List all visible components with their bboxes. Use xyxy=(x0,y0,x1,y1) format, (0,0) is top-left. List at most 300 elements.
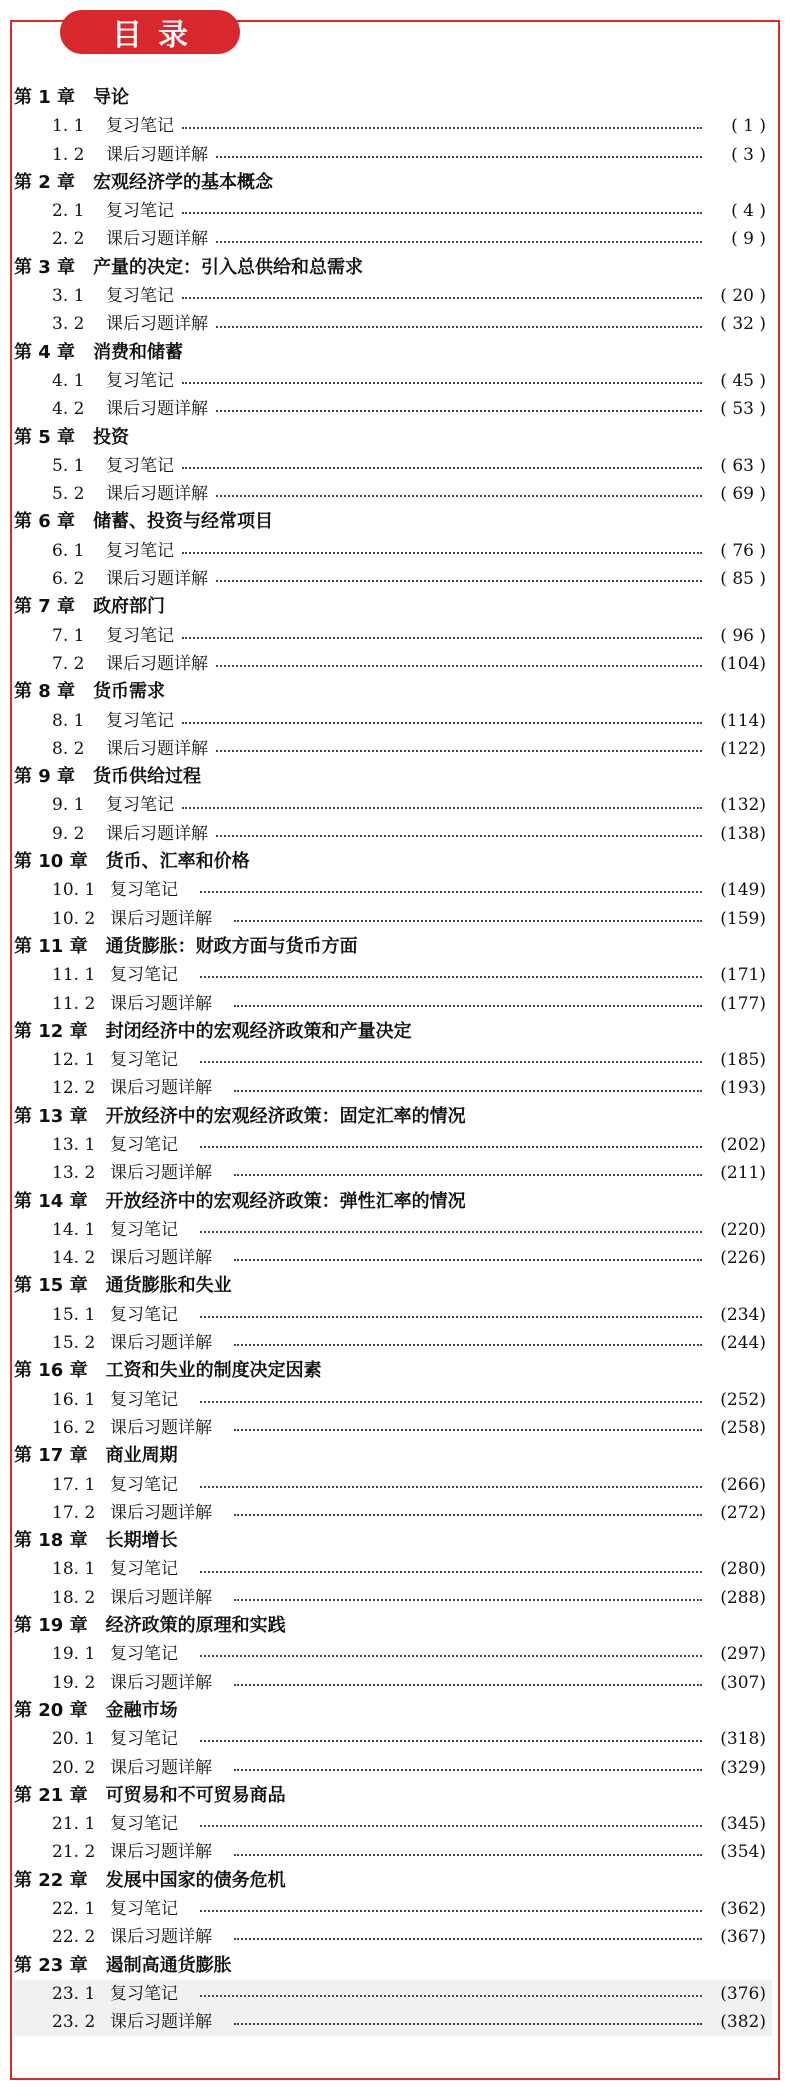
section-number: 2. 2 xyxy=(52,229,85,250)
chapter-number: 第 17 章 xyxy=(14,1445,88,1467)
chapter-title: 产量的决定：引入总供给和总需求 xyxy=(93,256,364,278)
dot-leader xyxy=(234,1174,702,1176)
page-number: (258) xyxy=(720,1417,766,1438)
toc-entry[interactable] xyxy=(14,1810,772,1838)
chapter-number: 第 2 章 xyxy=(14,171,76,193)
page-number: ( 69 ) xyxy=(720,484,766,505)
chapter-block xyxy=(14,1018,772,1103)
dot-leader xyxy=(234,1938,702,1940)
chapter-block xyxy=(14,848,772,933)
section-number: 20. 1 xyxy=(52,1729,96,1750)
page-number: (266) xyxy=(720,1474,766,1495)
section-number: 20. 2 xyxy=(52,1757,96,1778)
chapter-number: 第 6 章 xyxy=(14,511,76,533)
chapter-title: 宏观经济学的基本概念 xyxy=(93,171,274,193)
toc-entry[interactable] xyxy=(14,310,772,338)
toc-entry[interactable] xyxy=(14,565,772,593)
chapter-heading[interactable] xyxy=(14,593,772,621)
page-number: (149) xyxy=(720,880,766,901)
toc-entry[interactable] xyxy=(14,791,772,819)
chapter-heading[interactable] xyxy=(14,1357,772,1385)
section-number: 23. 1 xyxy=(52,1983,96,2004)
section-number: 4. 2 xyxy=(52,399,85,420)
dot-leader xyxy=(234,1005,702,1007)
chapter-heading[interactable] xyxy=(14,1272,772,1300)
toc-entry[interactable] xyxy=(14,990,772,1018)
dot-leader xyxy=(216,326,702,328)
toc-entry[interactable] xyxy=(14,1159,772,1187)
dot-leader xyxy=(234,2023,702,2025)
chapter-number: 第 22 章 xyxy=(14,1869,88,1891)
dot-leader xyxy=(200,976,702,978)
dot-leader xyxy=(216,835,702,837)
page-number: (177) xyxy=(720,993,766,1014)
section-title: 复习笔记 xyxy=(110,1814,178,1835)
section-number: 17. 2 xyxy=(52,1502,96,1523)
toc-entry[interactable] xyxy=(14,537,772,565)
chapter-number: 第 5 章 xyxy=(14,426,76,448)
dot-leader xyxy=(182,297,702,299)
section-number: 16. 2 xyxy=(52,1417,96,1438)
toc-entry[interactable] xyxy=(14,2008,772,2036)
chapter-heading[interactable] xyxy=(14,339,772,367)
toc-entry[interactable] xyxy=(14,1923,772,1951)
page-number: (211) xyxy=(720,1163,766,1184)
toc-entry[interactable] xyxy=(14,961,772,989)
chapter-number: 第 8 章 xyxy=(14,681,76,703)
section-number: 21. 1 xyxy=(52,1814,96,1835)
toc-entry[interactable] xyxy=(14,197,772,225)
chapter-heading[interactable] xyxy=(14,1697,772,1725)
page-number: ( 1 ) xyxy=(731,116,766,137)
page-number: ( 45 ) xyxy=(720,370,766,391)
chapter-number: 第 7 章 xyxy=(14,596,76,618)
dot-leader xyxy=(200,1995,702,1997)
chapter-title: 政府部门 xyxy=(93,596,166,618)
chapter-heading[interactable] xyxy=(14,933,772,961)
chapter-title: 通货膨胀：财政方面与货币方面 xyxy=(105,935,358,957)
chapter-number: 第 9 章 xyxy=(14,766,76,788)
section-title: 课后习题详解 xyxy=(110,1672,212,1693)
toc-entry[interactable] xyxy=(14,650,772,678)
dot-leader xyxy=(216,156,702,158)
page-number: (104) xyxy=(720,653,766,674)
toc-entry[interactable] xyxy=(14,622,772,650)
section-number: 9. 2 xyxy=(52,823,85,844)
section-title: 课后习题详解 xyxy=(106,399,208,420)
section-number: 22. 1 xyxy=(52,1899,96,1919)
dot-leader xyxy=(234,920,702,922)
chapter-block xyxy=(14,84,772,169)
toc-entry[interactable] xyxy=(14,367,772,395)
page-number: (220) xyxy=(720,1219,766,1240)
section-title: 课后习题详解 xyxy=(106,569,208,590)
section-title: 复习笔记 xyxy=(110,1983,178,2004)
section-number: 17. 1 xyxy=(52,1474,96,1495)
page-number: (318) xyxy=(720,1729,766,1750)
section-number: 14. 2 xyxy=(52,1248,96,1269)
section-title: 课后习题详解 xyxy=(110,2012,212,2033)
page-number: ( 20 ) xyxy=(720,286,766,307)
chapter-heading[interactable] xyxy=(14,254,772,282)
table-of-contents xyxy=(14,84,772,2036)
section-title: 复习笔记 xyxy=(110,1644,178,1665)
page-number: ( 85 ) xyxy=(720,569,766,590)
page-number: ( 63 ) xyxy=(720,455,766,476)
toc-entry[interactable] xyxy=(14,452,772,480)
toc-entry[interactable] xyxy=(14,820,772,848)
section-number: 18. 1 xyxy=(52,1559,96,1580)
section-number: 1. 1 xyxy=(52,116,85,137)
toc-entry[interactable] xyxy=(14,1046,772,1074)
section-number: 11. 1 xyxy=(52,965,96,986)
chapter-number: 第 11 章 xyxy=(14,935,88,957)
chapter-heading[interactable] xyxy=(14,169,772,197)
dot-leader xyxy=(234,1599,702,1601)
section-title: 复习笔记 xyxy=(110,1899,178,1919)
dot-leader xyxy=(234,1429,702,1431)
chapter-title: 货币需求 xyxy=(93,681,166,703)
toc-entry[interactable] xyxy=(14,1301,772,1329)
chapter-block xyxy=(14,1697,772,1782)
section-title: 课后习题详解 xyxy=(110,1078,212,1099)
chapter-block xyxy=(14,508,772,593)
dot-leader xyxy=(182,467,702,469)
chapter-block xyxy=(14,763,772,848)
chapter-block xyxy=(14,1952,772,2037)
toc-entry[interactable] xyxy=(14,1895,772,1923)
page-number: (354) xyxy=(720,1842,766,1863)
chapter-block xyxy=(14,1188,772,1273)
chapter-title: 封闭经济中的宏观经济政策和产量决定 xyxy=(105,1020,412,1042)
chapter-block xyxy=(14,678,772,763)
section-number: 3. 1 xyxy=(52,286,85,307)
section-title: 复习笔记 xyxy=(106,540,174,561)
dot-leader xyxy=(200,891,702,893)
toc-entry[interactable] xyxy=(14,1499,772,1527)
dot-leader xyxy=(182,722,702,724)
dot-leader xyxy=(234,1769,702,1771)
section-number: 12. 2 xyxy=(52,1078,96,1099)
chapter-title: 导论 xyxy=(93,87,130,108)
page-number: (202) xyxy=(720,1134,766,1155)
chapter-heading[interactable] xyxy=(14,1442,772,1470)
chapter-title: 发展中国家的债务危机 xyxy=(105,1869,286,1891)
page-number: ( 4 ) xyxy=(731,201,766,222)
page-number: (345) xyxy=(720,1814,766,1835)
chapter-block xyxy=(14,1357,772,1442)
section-title: 课后习题详解 xyxy=(106,653,208,674)
section-number: 5. 1 xyxy=(52,455,85,476)
chapter-title: 工资和失业的制度决定因素 xyxy=(105,1360,322,1382)
chapter-block xyxy=(14,339,772,424)
section-title: 复习笔记 xyxy=(110,1389,178,1410)
chapter-heading[interactable] xyxy=(14,678,772,706)
toc-entry[interactable] xyxy=(14,1584,772,1612)
page-number: (171) xyxy=(720,965,766,986)
chapter-heading[interactable] xyxy=(14,508,772,536)
page-number: (185) xyxy=(720,1050,766,1071)
section-number: 15. 2 xyxy=(52,1333,96,1354)
section-title: 课后习题详解 xyxy=(110,1842,212,1863)
toc-entry[interactable] xyxy=(14,905,772,933)
toc-entry[interactable] xyxy=(14,707,772,735)
page-number: (329) xyxy=(720,1757,766,1778)
dot-leader xyxy=(182,382,702,384)
section-title: 复习笔记 xyxy=(110,1559,178,1580)
section-number: 1. 2 xyxy=(52,144,85,165)
section-title: 课后习题详解 xyxy=(106,484,208,505)
section-title: 复习笔记 xyxy=(106,625,174,646)
toc-entry[interactable] xyxy=(14,1386,772,1414)
chapter-title: 遏制高通货膨胀 xyxy=(105,1954,232,1976)
section-title: 复习笔记 xyxy=(106,116,174,137)
chapter-number: 第 19 章 xyxy=(14,1615,88,1637)
section-title: 复习笔记 xyxy=(106,201,174,222)
section-title: 复习笔记 xyxy=(106,286,174,307)
dot-leader xyxy=(200,1486,702,1488)
toc-entry[interactable] xyxy=(14,735,772,763)
toc-entry[interactable] xyxy=(14,1074,772,1102)
chapter-title: 投资 xyxy=(93,426,130,448)
section-number: 6. 2 xyxy=(52,569,85,590)
chapter-block xyxy=(14,593,772,678)
section-number: 2. 1 xyxy=(52,201,85,222)
chapter-number: 第 15 章 xyxy=(14,1275,88,1297)
toc-entry[interactable] xyxy=(14,1640,772,1668)
dot-leader xyxy=(216,495,702,497)
section-title: 复习笔记 xyxy=(106,455,174,476)
toc-entry[interactable] xyxy=(14,876,772,904)
section-title: 课后习题详解 xyxy=(110,1248,212,1269)
toc-entry[interactable] xyxy=(14,1754,772,1782)
section-title: 课后习题详解 xyxy=(106,229,208,250)
chapter-heading[interactable] xyxy=(14,1188,772,1216)
chapter-title: 货币、汇率和价格 xyxy=(105,851,250,873)
dot-leader xyxy=(200,1571,702,1573)
section-title: 课后习题详解 xyxy=(110,1417,212,1438)
chapter-number: 第 4 章 xyxy=(14,341,76,363)
toc-entry[interactable] xyxy=(14,480,772,508)
dot-leader xyxy=(216,750,702,752)
section-title: 复习笔记 xyxy=(110,1219,178,1240)
section-number: 8. 2 xyxy=(52,738,85,759)
toc-entry[interactable] xyxy=(14,1244,772,1272)
page-number: (122) xyxy=(720,738,766,759)
dot-leader xyxy=(234,1854,702,1856)
chapter-number: 第 10 章 xyxy=(14,851,88,873)
dot-leader xyxy=(200,1146,702,1148)
chapter-block xyxy=(14,1103,772,1188)
chapter-block xyxy=(14,1272,772,1357)
toc-entry[interactable] xyxy=(14,1669,772,1697)
chapter-block xyxy=(14,1442,772,1527)
section-title: 复习笔记 xyxy=(110,880,178,901)
page-number: (244) xyxy=(720,1333,766,1354)
section-number: 3. 2 xyxy=(52,314,85,335)
page-number: (362) xyxy=(720,1899,766,1919)
chapter-heading[interactable] xyxy=(14,1103,772,1131)
dot-leader xyxy=(200,1740,702,1742)
page-number: (367) xyxy=(720,1927,766,1948)
chapter-block xyxy=(14,254,772,339)
section-number: 21. 2 xyxy=(52,1842,96,1863)
dot-leader xyxy=(234,1684,702,1686)
chapter-title: 可贸易和不可贸易商品 xyxy=(105,1784,286,1806)
section-title: 复习笔记 xyxy=(110,965,178,986)
page-number: ( 96 ) xyxy=(720,625,766,646)
section-title: 课后习题详解 xyxy=(110,993,212,1014)
dot-leader xyxy=(216,665,702,667)
chapter-number: 第 12 章 xyxy=(14,1020,88,1042)
dot-leader xyxy=(182,637,702,639)
section-title: 课后习题详解 xyxy=(110,1587,212,1608)
section-number: 7. 1 xyxy=(52,625,85,646)
dot-leader xyxy=(182,807,702,809)
dot-leader xyxy=(182,127,702,129)
chapter-heading[interactable] xyxy=(14,424,772,452)
chapter-block xyxy=(14,1782,772,1867)
toc-entry[interactable] xyxy=(14,1555,772,1583)
dot-leader xyxy=(234,1259,702,1261)
section-title: 课后习题详解 xyxy=(110,1333,212,1354)
chapter-number: 第 18 章 xyxy=(14,1530,88,1552)
section-number: 23. 2 xyxy=(52,2012,96,2033)
page-number: ( 76 ) xyxy=(720,540,766,561)
section-title: 课后习题详解 xyxy=(106,314,208,335)
dot-leader xyxy=(200,1231,702,1233)
section-title: 复习笔记 xyxy=(110,1134,178,1155)
toc-entry[interactable] xyxy=(14,1980,772,2008)
chapter-block xyxy=(14,1867,772,1952)
chapter-heading[interactable] xyxy=(14,1867,772,1895)
dot-leader xyxy=(200,1825,702,1827)
page-number: (234) xyxy=(720,1304,766,1325)
toc-entry[interactable] xyxy=(14,282,772,310)
dot-leader xyxy=(234,1514,702,1516)
chapter-heading[interactable] xyxy=(14,84,772,112)
section-title: 课后习题详解 xyxy=(110,1163,212,1184)
chapter-title: 金融市场 xyxy=(105,1699,178,1721)
section-title: 课后习题详解 xyxy=(110,908,212,929)
chapter-heading[interactable] xyxy=(14,763,772,791)
page-number: (382) xyxy=(720,2012,766,2033)
chapter-heading[interactable] xyxy=(14,1952,772,1980)
page-number: (297) xyxy=(720,1644,766,1665)
chapter-heading[interactable] xyxy=(14,1612,772,1640)
toc-title-banner xyxy=(60,10,240,54)
section-number: 11. 2 xyxy=(52,993,96,1014)
toc-entry[interactable] xyxy=(14,141,772,169)
chapter-title: 通货膨胀和失业 xyxy=(105,1275,232,1297)
section-title: 复习笔记 xyxy=(106,370,174,391)
toc-entry[interactable] xyxy=(14,395,772,423)
toc-entry[interactable] xyxy=(14,1471,772,1499)
dot-leader xyxy=(182,552,702,554)
chapter-number: 第 3 章 xyxy=(14,256,76,278)
chapter-heading[interactable] xyxy=(14,1018,772,1046)
section-number: 19. 2 xyxy=(52,1672,96,1693)
section-number: 16. 1 xyxy=(52,1389,96,1410)
dot-leader xyxy=(200,1061,702,1063)
section-title: 课后习题详解 xyxy=(106,144,208,165)
page-number: ( 53 ) xyxy=(720,399,766,420)
toc-entry[interactable] xyxy=(14,1329,772,1357)
page-number: (114) xyxy=(720,710,766,731)
chapter-block xyxy=(14,169,772,254)
chapter-number: 第 20 章 xyxy=(14,1699,88,1721)
section-title: 复习笔记 xyxy=(110,1474,178,1495)
chapter-title: 开放经济中的宏观经济政策：固定汇率的情况 xyxy=(105,1105,466,1127)
section-number: 8. 1 xyxy=(52,710,85,731)
section-title: 课后习题详解 xyxy=(106,738,208,759)
chapter-title: 货币供给过程 xyxy=(93,766,202,788)
dot-leader xyxy=(200,1401,702,1403)
chapter-title: 商业周期 xyxy=(105,1445,178,1467)
page-number: ( 9 ) xyxy=(731,229,766,250)
toc-entry[interactable] xyxy=(14,1131,772,1159)
chapter-number: 第 23 章 xyxy=(14,1954,88,1976)
section-number: 22. 2 xyxy=(52,1927,96,1948)
section-number: 12. 1 xyxy=(52,1050,96,1071)
page-number: (307) xyxy=(720,1672,766,1693)
section-number: 19. 1 xyxy=(52,1644,96,1665)
toc-entry[interactable] xyxy=(14,225,772,253)
toc-entry[interactable] xyxy=(14,1838,772,1866)
dot-leader xyxy=(200,1910,702,1912)
dot-leader xyxy=(182,212,702,214)
toc-entry[interactable] xyxy=(14,1414,772,1442)
section-number: 6. 1 xyxy=(52,540,85,561)
section-title: 复习笔记 xyxy=(110,1050,178,1071)
dot-leader xyxy=(234,1344,702,1346)
chapter-title: 长期增长 xyxy=(105,1530,178,1552)
chapter-number: 第 21 章 xyxy=(14,1784,88,1806)
chapter-number: 第 13 章 xyxy=(14,1105,88,1127)
section-number: 7. 2 xyxy=(52,653,85,674)
dot-leader xyxy=(216,410,702,412)
page-number: ( 32 ) xyxy=(720,314,766,335)
dot-leader xyxy=(216,580,702,582)
section-number: 13. 1 xyxy=(52,1134,96,1155)
chapter-block xyxy=(14,1527,772,1612)
page-number: (226) xyxy=(720,1248,766,1269)
toc-entry[interactable] xyxy=(14,1725,772,1753)
chapter-title: 开放经济中的宏观经济政策：弹性汇率的情况 xyxy=(105,1190,466,1212)
section-number: 10. 2 xyxy=(52,908,96,929)
section-title: 课后习题详解 xyxy=(110,1502,212,1523)
page-number: (252) xyxy=(720,1389,766,1410)
chapter-heading[interactable] xyxy=(14,1527,772,1555)
toc-entry[interactable] xyxy=(14,1216,772,1244)
section-number: 9. 1 xyxy=(52,795,85,816)
toc-entry[interactable] xyxy=(14,112,772,140)
page-number: (272) xyxy=(720,1502,766,1523)
chapter-block xyxy=(14,424,772,509)
page-number: (280) xyxy=(720,1559,766,1580)
dot-leader xyxy=(200,1655,702,1657)
chapter-heading[interactable] xyxy=(14,1782,772,1810)
section-title: 复习笔记 xyxy=(106,795,174,816)
chapter-heading[interactable] xyxy=(14,848,772,876)
section-number: 13. 2 xyxy=(52,1163,96,1184)
dot-leader xyxy=(200,1316,702,1318)
page-number: (132) xyxy=(720,795,766,816)
section-number: 14. 1 xyxy=(52,1219,96,1240)
dot-leader xyxy=(234,1090,702,1092)
dot-leader xyxy=(216,241,702,243)
section-number: 10. 1 xyxy=(52,880,96,901)
